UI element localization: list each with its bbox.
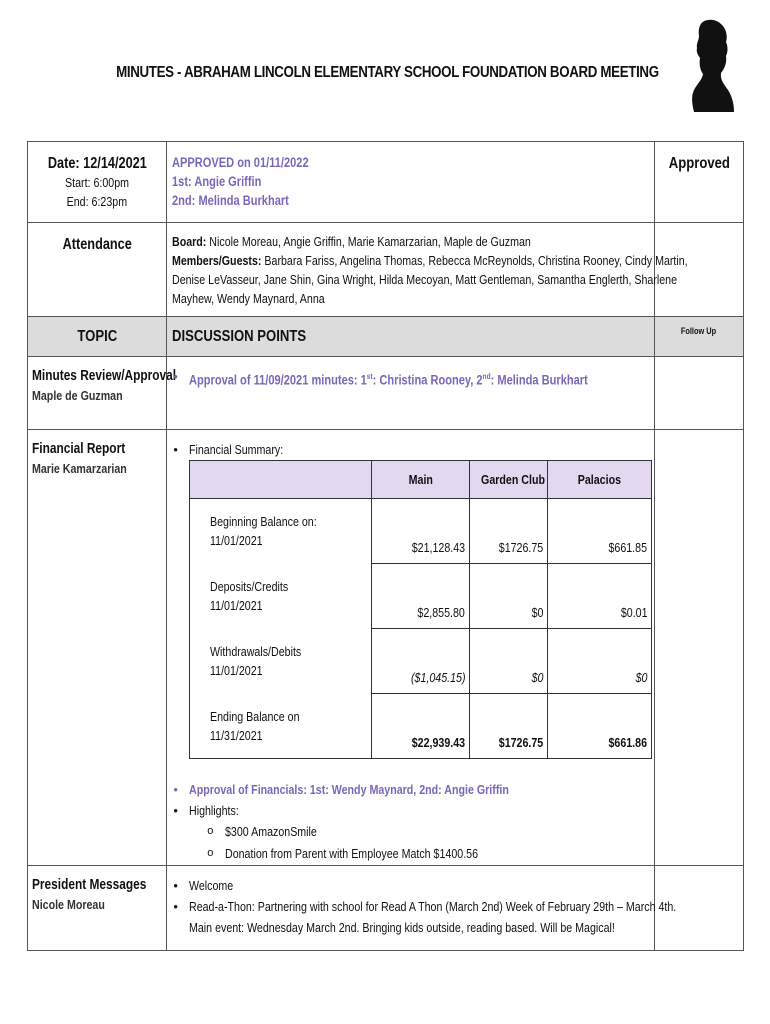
- financial-summary-item: ● Financial Summary:: [167, 439, 654, 460]
- attendance-label: Attendance: [62, 236, 132, 253]
- approval-cell: [167, 142, 655, 223]
- financial-summary-table: [189, 460, 652, 759]
- cell-value: $21,128.43: [372, 499, 470, 564]
- attendance-label-cell: [28, 223, 167, 317]
- row-label: Deposits/Credits 11/01/2021: [190, 564, 372, 629]
- board-members: Nicole Moreau, Angie Griffin, Marie Kamarzarian, Maple de Guzman: [206, 234, 532, 249]
- minutes-presenter: Maple de Guzman: [32, 388, 123, 403]
- discussion-header: DISCUSSION POINTS: [172, 327, 307, 345]
- financial-row-ending: [190, 694, 652, 759]
- column-header-row: [28, 317, 744, 357]
- president-discussion-cell: [167, 866, 677, 951]
- minutes-table: [27, 141, 744, 951]
- approved-status-cell: [654, 142, 743, 223]
- cell-value: $661.86: [548, 694, 652, 759]
- highlight-item: o $300 AmazonSmile: [189, 821, 654, 843]
- document-title: MINUTES - ABRAHAM LINCOLN ELEMENTARY SCHOOL FOUNDATION BOARD MEETING: [116, 64, 659, 81]
- approved-status: Approved: [668, 155, 730, 172]
- financial-header-blank: [190, 461, 372, 499]
- highlights-item: ● Highlights:: [167, 800, 654, 821]
- welcome-item: ● Welcome: [167, 875, 654, 896]
- cell-value: $22,939.43: [372, 694, 470, 759]
- meeting-date: Date: 12/14/2021: [47, 155, 147, 172]
- board-label: Board:: [172, 234, 207, 249]
- row-label: Withdrawals/Debits 11/01/2021: [190, 629, 372, 694]
- topic-header-cell: [28, 317, 167, 357]
- row-label: Beginning Balance on: 11/01/2021: [190, 499, 372, 564]
- members-line-3: Mayhew, Wendy Maynard, Anna: [172, 291, 325, 306]
- minutes-topic: Minutes Review/Approval: [32, 368, 177, 384]
- financial-row: [28, 430, 744, 866]
- financial-row-beginning: [190, 499, 652, 564]
- president-topic-cell: [28, 866, 167, 951]
- financial-header-row: [190, 461, 652, 499]
- president-topic: President Messages: [32, 877, 147, 893]
- cell-value: $0: [470, 564, 548, 629]
- row-label: Ending Balance on 11/31/2021: [190, 694, 372, 759]
- header-row: [28, 142, 744, 223]
- minutes-discussion-cell: [167, 357, 655, 430]
- cell-value: ($1,045.15): [372, 629, 470, 694]
- discussion-header-cell: [167, 317, 655, 357]
- attendance-row: [28, 223, 744, 317]
- date-cell: [28, 142, 167, 223]
- president-presenter: Nicole Moreau: [32, 897, 105, 912]
- approved-first: 1st: Angie Griffin: [172, 174, 262, 189]
- financial-presenter: Marie Kamarzarian: [32, 461, 127, 476]
- col-palacios: Palacios: [548, 461, 652, 499]
- follow-up-header: Follow Up: [681, 326, 717, 336]
- col-main: Main: [372, 461, 470, 499]
- cell-value: $2,855.80: [372, 564, 470, 629]
- approved-on: APPROVED on 01/11/2022: [172, 155, 309, 170]
- financial-follow-cell: [654, 430, 743, 866]
- president-row: [28, 866, 744, 951]
- approved-second: 2nd: Melinda Burkhart: [172, 193, 290, 208]
- financial-row-deposits: [190, 564, 652, 629]
- minutes-topic-cell: [28, 357, 177, 430]
- members-line-1: Barbara Fariss, Angelina Thomas, Rebecca McReynolds, Christina Rooney, Cindy Martin,: [261, 253, 688, 268]
- minutes-review-row: [28, 357, 744, 430]
- start-time: Start: 6:00pm: [65, 175, 130, 190]
- col-garden-club: Garden Club: [470, 461, 548, 499]
- attendance-list-cell: [167, 223, 688, 317]
- financial-row-withdrawals: [190, 629, 652, 694]
- cell-value: $0: [548, 629, 652, 694]
- cell-value: $1726.75: [470, 499, 548, 564]
- financial-approval-item: ● Approval of Financials: 1st: Wendy Maynard, 2nd: Angie Griffin: [167, 779, 654, 800]
- financial-topic-cell: [28, 430, 167, 866]
- cell-value: $1726.75: [470, 694, 548, 759]
- cell-value: $661.85: [548, 499, 652, 564]
- topic-header: TOPIC: [77, 327, 118, 345]
- members-line-2: Denise LeVasseur, Jane Shin, Gina Wright, Hilda Mecoyan, Matt Gentleman, Samantha Englerth, Sharlene: [172, 272, 678, 287]
- highlight-item: o Donation from Parent with Employee Match $1400.56: [189, 843, 654, 865]
- minutes-approval-item: ● Approval of 11/09/2021 minutes: 1st: Christina Rooney, 2nd: Melinda Burkhart: [167, 366, 654, 391]
- readathon-item: ● Read-a-Thon: Partnering with school for Read A Thon (March 2nd) Week of February 29th – March 4th. Main event: Wednesday March 2nd. Bringing kids outside, reading based. Will be Magical!: [167, 896, 654, 938]
- financial-discussion-cell: [167, 430, 655, 866]
- members-label: Members/Guests:: [172, 253, 262, 268]
- financial-topic: Financial Report: [32, 441, 126, 457]
- end-time: End: 6:23pm: [66, 194, 128, 209]
- lincoln-silhouette-logo: [688, 18, 736, 114]
- cell-value: $0: [470, 629, 548, 694]
- cell-value: $0.01: [548, 564, 652, 629]
- follow-up-header-cell: [654, 317, 743, 357]
